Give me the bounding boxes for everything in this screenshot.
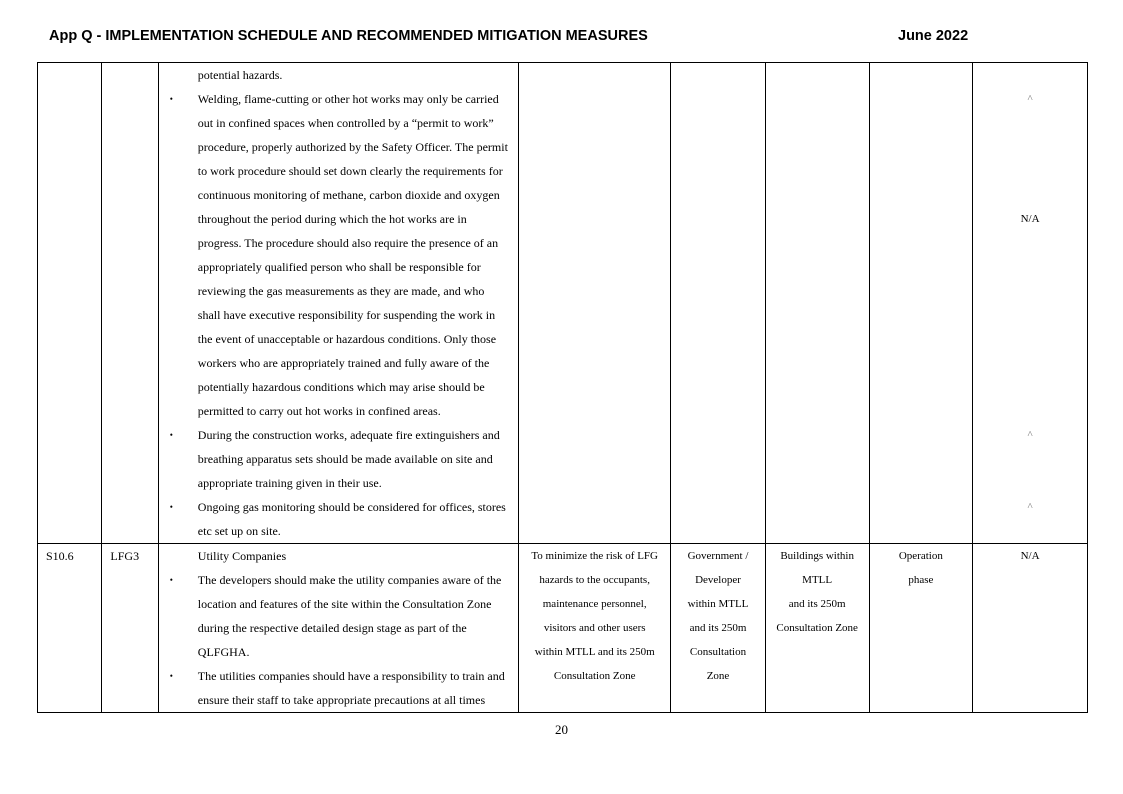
document-title: App Q - IMPLEMENTATION SCHEDULE AND RECOMMENDED MITIGATION MEASURES bbox=[49, 28, 648, 44]
measure-line bbox=[159, 519, 518, 543]
mitigation-schedule-table bbox=[37, 62, 1088, 713]
status-text bbox=[973, 255, 1087, 279]
status-text bbox=[973, 303, 1087, 327]
measure-line bbox=[159, 592, 518, 616]
status-text bbox=[973, 351, 1087, 375]
who-text: Government / bbox=[687, 550, 749, 562]
measure-line bbox=[159, 135, 518, 159]
table-row bbox=[38, 544, 1088, 713]
objective-text: To minimize the risk of LFG bbox=[531, 550, 658, 562]
status-text bbox=[973, 519, 1087, 543]
status-text bbox=[973, 135, 1087, 159]
who-text: Consultation bbox=[689, 646, 747, 658]
measure-text: The utilities companies should have a responsibility to train and bbox=[197, 669, 505, 683]
bullet-icon: • bbox=[169, 94, 173, 104]
measure-text: etc set up on site. bbox=[197, 524, 281, 538]
measure-text: throughout the period during which the hot works are in bbox=[197, 212, 467, 226]
status-cell bbox=[973, 63, 1088, 544]
code-cell bbox=[102, 544, 158, 713]
measures-cell bbox=[158, 63, 518, 544]
code-cell bbox=[102, 63, 158, 544]
measure-line bbox=[159, 183, 518, 207]
measure-line bbox=[159, 568, 518, 592]
measure-line bbox=[159, 664, 518, 688]
bullet-icon: • bbox=[169, 575, 173, 585]
status-cell bbox=[973, 544, 1088, 713]
measure-line bbox=[159, 544, 518, 568]
measure-line bbox=[159, 375, 518, 399]
measure-line bbox=[159, 111, 518, 135]
status-text bbox=[973, 279, 1087, 303]
objectives-cell bbox=[519, 544, 671, 713]
objective-text: maintenance personnel, bbox=[542, 598, 647, 610]
measure-line bbox=[159, 303, 518, 327]
measure-text: shall have executive responsibility for suspending the work in bbox=[197, 308, 496, 322]
when-text: Operation bbox=[898, 550, 943, 562]
status-text: ^ bbox=[1027, 501, 1033, 513]
location-cell bbox=[765, 63, 869, 544]
objectives-cell bbox=[519, 63, 671, 544]
code-text: LFG3 bbox=[110, 549, 140, 563]
status-text bbox=[973, 471, 1087, 495]
measure-line bbox=[159, 616, 518, 640]
objective-text: within MTLL and its 250m bbox=[534, 646, 655, 658]
status-text bbox=[973, 375, 1087, 399]
measure-text: Utility Companies bbox=[197, 549, 287, 563]
location-text: and its 250m bbox=[788, 598, 846, 610]
measure-text: location and features of the site within the Consultation Zone bbox=[197, 597, 492, 611]
measure-text: QLFGHA. bbox=[197, 645, 250, 659]
location-text: Consultation Zone bbox=[776, 622, 858, 634]
measure-text: to work procedure should set down clearly the requirements for bbox=[197, 164, 503, 178]
measure-line bbox=[159, 688, 518, 712]
bullet-icon: • bbox=[169, 671, 173, 681]
measure-line bbox=[159, 255, 518, 279]
page-number: 20 bbox=[555, 722, 568, 737]
status-text: N/A bbox=[1020, 213, 1040, 225]
who-cell bbox=[671, 63, 766, 544]
measure-line bbox=[159, 423, 518, 447]
measure-text: permitted to carry out hot works in confined areas. bbox=[197, 404, 441, 418]
objective-text: Consultation Zone bbox=[553, 670, 636, 682]
location-text: Buildings within bbox=[780, 550, 854, 562]
measure-text: The developers should make the utility companies aware of the bbox=[197, 573, 502, 587]
measure-line bbox=[159, 495, 518, 519]
measure-line bbox=[159, 231, 518, 255]
measure-text: during the respective detailed design stage as part of the bbox=[197, 621, 467, 635]
measure-line bbox=[159, 447, 518, 471]
status-text: N/A bbox=[1020, 550, 1040, 562]
who-text: within MTLL bbox=[687, 598, 749, 610]
measure-text: workers who are appropriately trained and fully aware of the bbox=[197, 356, 490, 370]
who-cell bbox=[671, 544, 766, 713]
measures-cell bbox=[158, 544, 518, 713]
objective-text: hazards to the occupants, bbox=[539, 574, 650, 586]
measure-text: appropriately qualified person who shall be responsible for bbox=[197, 260, 481, 274]
status-text bbox=[973, 159, 1087, 183]
ref-cell bbox=[38, 544, 102, 713]
measure-text: reviewing the gas measurements as they are made, and who bbox=[197, 284, 485, 298]
status-text: ^ bbox=[1027, 93, 1033, 105]
measure-text: procedure, properly authorized by the Safety Officer. The permit bbox=[197, 140, 508, 154]
status-text bbox=[973, 447, 1087, 471]
measure-text: Ongoing gas monitoring should be considered for offices, stores bbox=[197, 500, 506, 514]
measure-text: During the construction works, adequate fire extinguishers and bbox=[197, 428, 500, 442]
measure-line bbox=[159, 640, 518, 664]
measure-line bbox=[159, 63, 518, 87]
measure-line bbox=[159, 279, 518, 303]
measure-text: out in confined spaces when controlled by a “permit to work” bbox=[197, 116, 494, 130]
table-row bbox=[38, 63, 1088, 544]
status-text bbox=[973, 231, 1087, 255]
who-text: and its 250m bbox=[689, 622, 747, 634]
measure-text: ensure their staff to take appropriate precautions at all times bbox=[197, 693, 486, 707]
measure-text: breathing apparatus sets should be made available on site and bbox=[197, 452, 493, 466]
location-text: MTLL bbox=[802, 574, 833, 586]
when-text: phase bbox=[908, 574, 934, 586]
measure-line bbox=[159, 399, 518, 423]
bullet-icon: • bbox=[169, 502, 173, 512]
measure-line bbox=[159, 159, 518, 183]
measure-line bbox=[159, 327, 518, 351]
measure-text: potentially hazardous conditions which may arise should be bbox=[197, 380, 485, 394]
measure-line bbox=[159, 87, 518, 111]
measure-line bbox=[159, 471, 518, 495]
measure-text: progress. The procedure should also require the presence of an bbox=[197, 236, 499, 250]
bullet-icon: • bbox=[169, 430, 173, 440]
who-text: Developer bbox=[695, 574, 741, 586]
measure-line bbox=[159, 207, 518, 231]
measure-text: the event of unacceptable or hazardous conditions. Only those bbox=[197, 332, 497, 346]
status-text bbox=[973, 63, 1087, 87]
status-text bbox=[973, 183, 1087, 207]
measure-text: appropriate training given in their use. bbox=[197, 476, 382, 490]
measure-text: Welding, flame-cutting or other hot works may only be carried bbox=[197, 92, 499, 106]
status-text bbox=[973, 111, 1087, 135]
ref-cell bbox=[38, 63, 102, 544]
document-date: June 2022 bbox=[898, 28, 969, 44]
location-cell bbox=[765, 544, 869, 713]
status-text bbox=[973, 399, 1087, 423]
measure-line bbox=[159, 351, 518, 375]
objective-text: visitors and other users bbox=[543, 622, 646, 634]
who-text: Zone bbox=[706, 670, 730, 682]
status-text bbox=[973, 327, 1087, 351]
when-cell bbox=[869, 63, 973, 544]
measure-text: potential hazards. bbox=[197, 68, 283, 82]
ref-text: S10.6 bbox=[46, 549, 74, 563]
status-text: ^ bbox=[1027, 429, 1033, 441]
when-cell bbox=[869, 544, 973, 713]
measure-text: continuous monitoring of methane, carbon dioxide and oxygen bbox=[197, 188, 500, 202]
